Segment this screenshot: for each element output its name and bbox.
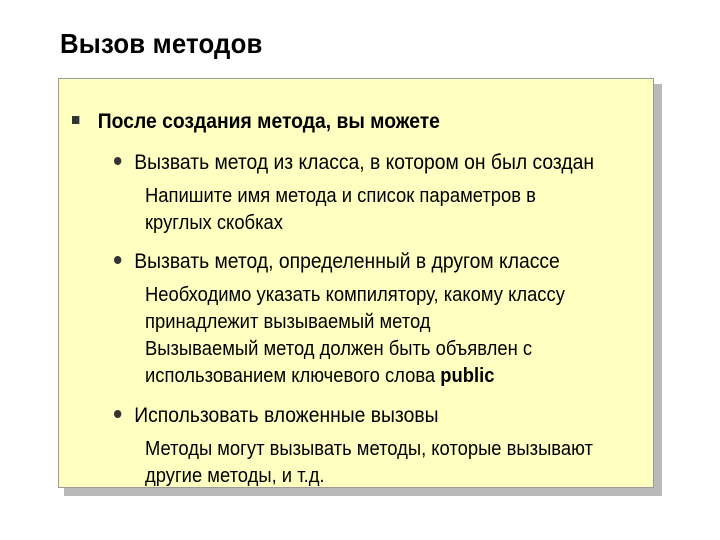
keyword-public: public <box>440 365 495 387</box>
main-point <box>72 110 440 134</box>
round-bullet-icon <box>114 410 121 418</box>
detail-line: Необходимо указать компилятору, какому классу <box>145 284 565 306</box>
item-heading-1 <box>114 151 594 175</box>
item-details-1 <box>145 183 536 237</box>
main-point-text: После создания метода, вы можете <box>97 110 440 133</box>
item-heading-text: Использовать вложенные вызовы <box>134 404 439 427</box>
item-heading-text: Вызвать метод из класса, в котором он был создан <box>134 151 595 174</box>
item-details-2 <box>145 282 565 390</box>
detail-line: другие методы, и т.д. <box>145 465 325 487</box>
detail-line: Вызываемый метод должен быть объявлен с <box>145 338 533 360</box>
slide-title: Вызов методов <box>60 28 263 59</box>
detail-text: использованием ключевого слова <box>145 365 441 387</box>
detail-line <box>145 363 565 390</box>
detail-line: принадлежит вызываемый метод <box>145 311 431 333</box>
item-heading-text: Вызвать метод, определенный в другом классе <box>134 250 560 273</box>
detail-line: Методы могут вызывать методы, которые вызывают <box>145 438 593 460</box>
detail-line: круглых скобках <box>145 212 283 234</box>
round-bullet-icon <box>114 256 121 264</box>
round-bullet-icon <box>114 157 121 165</box>
item-details-3 <box>145 436 593 490</box>
item-heading-3 <box>114 404 438 428</box>
detail-line: Напишите имя метода и список параметров в <box>145 185 536 207</box>
item-heading-2 <box>114 250 560 274</box>
square-bullet-icon <box>72 116 79 124</box>
